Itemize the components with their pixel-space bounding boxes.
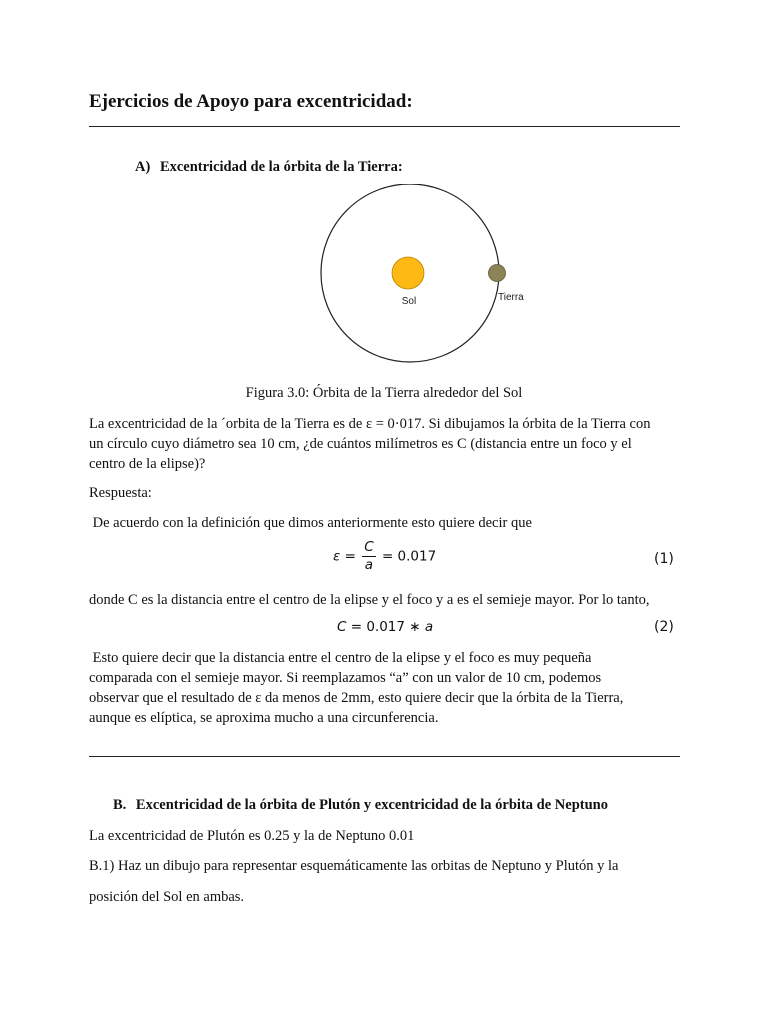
explanation-text: donde C es la distancia entre el centro de la elipse y el foco y a es el semieje mayor. Por lo tanto, <box>89 592 650 608</box>
earth-icon <box>489 265 506 282</box>
page-title: Ejercicios de Apoyo para excentricidad: <box>89 91 413 112</box>
answer-label: Respuesta: <box>89 485 152 501</box>
conclusion-paragraph <box>89 648 623 728</box>
eccentricity-values: La excentricidad de Plutón es 0.25 y la de Neptuno 0.01 <box>89 828 415 844</box>
eq1-fraction <box>362 539 375 574</box>
section-b-heading <box>113 797 608 814</box>
earth-label: Tierra <box>498 292 524 303</box>
question-paragraph <box>89 414 651 474</box>
eq1-lhs: ε = <box>333 548 356 565</box>
eq2-lhs: C <box>337 619 347 635</box>
paragraph-line: Esto quiere decir que la distancia entre el centro de la elipse y el foco es muy pequeña <box>89 650 592 666</box>
paragraph-line: un círculo cuyo diámetro sea 10 cm, ¿de cuántos milímetros es C (distancia entre un foco y el <box>89 436 632 452</box>
equation-2-number: (2) <box>654 619 674 635</box>
sun-icon <box>392 257 424 289</box>
task-b1-line: posición del Sol en ambas. <box>89 889 245 905</box>
eq1-numerator: C <box>364 539 374 555</box>
equation-1-number: (1) <box>654 551 674 567</box>
earth-orbit-figure <box>314 184 536 364</box>
paragraph-line: La excentricidad de la ´orbita de la Tierra es de ε = 0·017. Si dibujamos la órbita de la Tierra con <box>89 416 651 432</box>
eq1-rhs: = 0.017 <box>381 548 437 565</box>
definition-intro: De acuerdo con la definición que dimos anteriormente esto quiere decir que <box>89 515 532 531</box>
section-a-marker: A) <box>135 159 151 175</box>
eq2-var: a <box>424 619 434 635</box>
top-divider <box>89 126 680 127</box>
section-a-title: Excentricidad de la órbita de la Tierra: <box>159 159 403 175</box>
paragraph-line: comparada con el semieje mayor. Si reemplazamos “a” con un valor de 10 cm, podemos <box>89 670 602 686</box>
middle-divider <box>89 756 680 757</box>
section-b-marker: B. <box>113 797 127 813</box>
paragraph-line: aunque es elíptica, se aproxima mucho a una circunferencia. <box>89 710 439 726</box>
figure-caption: Figura 3.0: Órbita de la Tierra alrededor del Sol <box>245 385 523 401</box>
task-b1-line: B.1) Haz un dibujo para representar esquemáticamente las orbitas de Neptuno y Plutón y la <box>89 858 619 874</box>
equation-2 <box>337 619 433 635</box>
section-b-title: Excentricidad de la órbita de Plutón y excentricidad de la órbita de Neptuno <box>135 797 608 813</box>
eq1-denominator: a <box>364 557 374 573</box>
paragraph-line: observar que el resultado de ε da menos de 2mm, esto quiere decir que la órbita de la Tierra, <box>89 690 624 706</box>
paragraph-line: centro de la elipse)? <box>89 456 206 472</box>
section-a-heading <box>135 159 403 176</box>
sun-label: Sol <box>401 296 417 307</box>
eq2-rhs: = 0.017 ∗ <box>350 619 421 635</box>
equation-1 <box>333 539 436 574</box>
